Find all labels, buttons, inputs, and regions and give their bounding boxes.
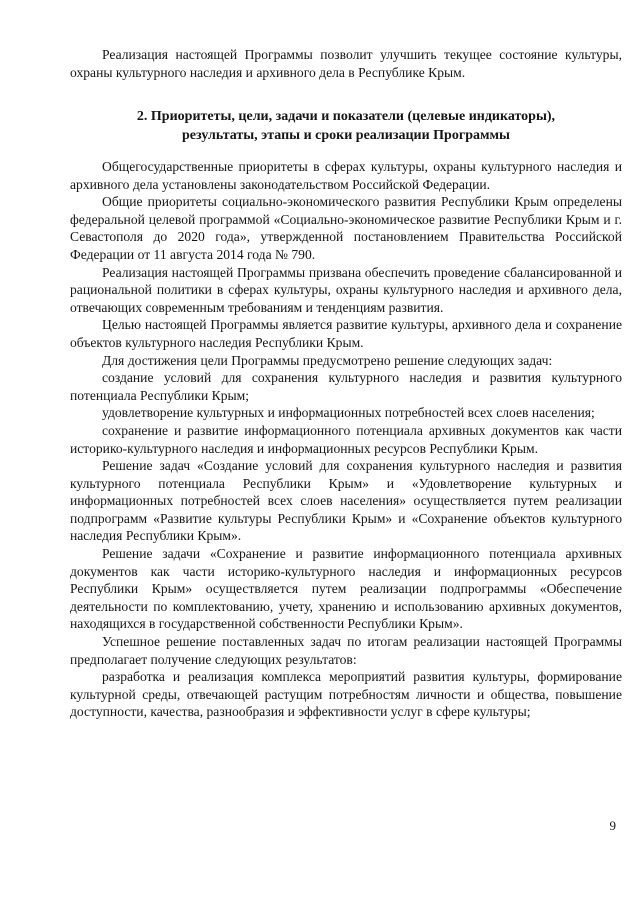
intro-block [70, 46, 622, 81]
section-body [70, 158, 622, 721]
paragraph-priorities: Общегосударственные приоритеты в сферах культуры, охраны культурного наследия и архивного дела установлены законодательством Российской Федерации. [70, 159, 622, 192]
page-number: 9 [609, 818, 616, 833]
task-item-1: создание условий для сохранения культурного наследия и развития культурного потенциала Республики Крым; [70, 370, 622, 403]
result-item-1: разработка и реализация комплекса мероприятий развития культуры, формирование культурной среды, отвечающей растущим потребностям личности и общества, повышение доступности, качества, разнообразия и эффективности услуг в сфере культуры; [70, 669, 622, 720]
paragraph-goal: Целью настоящей Программы является развитие культуры, архивного дела и сохранение объектов культурного наследия Республики Крым. [70, 317, 622, 350]
task-item-3: сохранение и развитие информационного потенциала архивных документов как части историко-культурного наследия и информационных ресурсов Республики Крым. [70, 422, 622, 456]
section-heading-line-1: 2. Приоритеты, цели, задачи и показатели (целевые индикаторы), [136, 109, 556, 124]
paragraph-policy: Реализация настоящей Программы призвана обеспечить проведение сбалансированной и рациональной политики в сферах культуры, охраны культурного наследия и архивного дела, отвечающих современным требованиям и тенденциям развития. [70, 264, 622, 315]
paragraph-general-priorities: Общие приоритеты социально-экономического развития Республики Крым определены федеральной целевой программой «Социально-экономическое развитие Республики Крым и г. Севастополя до 2020 года», утвержденной постановлением Правительства Российской Федерации от 11 августа 2014 года № 790. [70, 194, 622, 262]
paragraph-tasks-intro: Для достижения цели Программы предусмотрено решение следующих задач: [102, 352, 553, 368]
section-heading-line-2: результаты, этапы и сроки реализации Программы [181, 127, 510, 143]
task-item-2: удовлетворение культурных и информационных потребностей всех слоев населения; [102, 405, 595, 421]
intro-paragraph: Реализация настоящей Программы позволит улучшить текущее состояние культуры, охраны культурного наследия и архивного дела в Республике Крым. [70, 47, 622, 80]
section-heading [70, 108, 622, 145]
paragraph-archive-subprogram: Решение задачи «Сохранение и развитие информационного потенциала архивных документов как части историко-культурного наследия и информационных ресурсов Республики Крым» осуществляется путем реализации подпрограммы «Обеспечение деятельности по комплектованию, учету, хранению и использованию архивных документов, находящихся в государственной собственности Республики Крым». [70, 546, 622, 632]
paragraph-subprograms: Решение задач «Создание условий для сохранения культурного наследия и развития культурного потенциала Республики Крым» и «Удовлетворение культурных и информационных потребностей всех слоев населения» осуществляется путем реализации подпрограмм «Развитие культуры Республики Крым» и «Сохранение объектов культурного наследия Республики Крым». [70, 458, 622, 544]
paragraph-results-intro: Успешное решение поставленных задач по итогам реализации настоящей Программы предполагает получение следующих результатов: [70, 634, 622, 667]
